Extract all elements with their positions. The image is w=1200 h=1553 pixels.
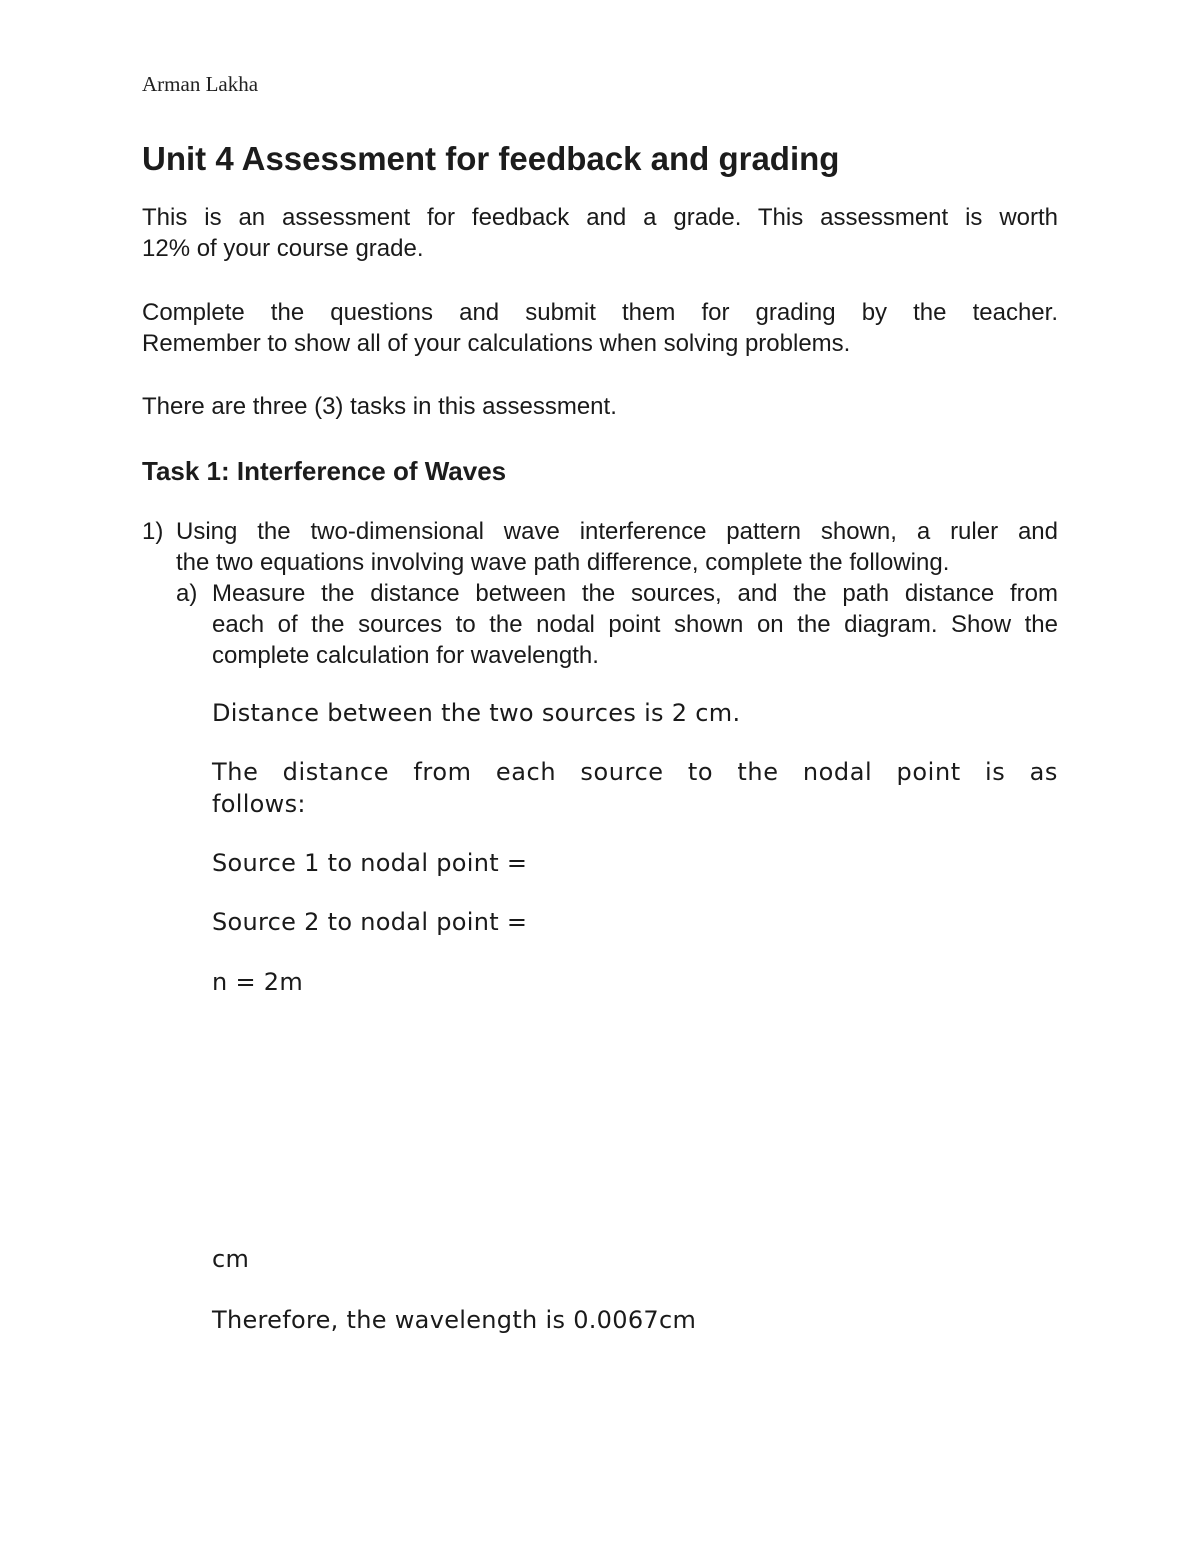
- answer-source-distance: Distance between the two sources is 2 cm.: [212, 699, 741, 727]
- question-line1: Using the two-dimensional wave interference pattern shown, a ruler and: [176, 518, 1058, 545]
- answer-n-value: n = 2m: [212, 968, 304, 996]
- intro-paragraph-tasks: There are three (3) tasks in this assessment.: [142, 393, 617, 420]
- intro-paragraph-instructions: [142, 297, 1058, 359]
- answer-source1: Source 1 to nodal point =: [212, 849, 528, 877]
- subquestion-letter: a): [176, 580, 198, 607]
- answer-nodal-line2: follows:: [212, 790, 306, 818]
- subquestion-line2: each of the sources to the nodal point shown on the diagram. Show the: [212, 611, 1058, 638]
- answer-wavelength: Therefore, the wavelength is 0.0067cm: [212, 1306, 697, 1334]
- intro-p2-line2: Remember to show all of your calculations when solving problems.: [142, 330, 851, 357]
- author-name: Arman Lakha: [142, 72, 259, 96]
- answer-nodal-distance-intro: [212, 756, 1058, 820]
- intro-p1-line1: This is an assessment for feedback and a grade. This assessment is worth: [142, 204, 1058, 231]
- subquestion-line1: Measure the distance between the sources, and the path distance from: [212, 580, 1058, 607]
- intro-p1-line2: 12% of your course grade.: [142, 235, 424, 262]
- intro-paragraph-grade: [142, 202, 1058, 264]
- question-line2: the two equations involving wave path difference, complete the following.: [176, 549, 950, 576]
- answer-unit: cm: [212, 1245, 250, 1273]
- answer-source2: Source 2 to nodal point =: [212, 908, 528, 936]
- question-number: 1): [142, 518, 164, 545]
- question-text: [176, 516, 1058, 578]
- answer-nodal-line1: The distance from each source to the nodal point is as: [212, 758, 1058, 786]
- page-title: Unit 4 Assessment for feedback and grading: [142, 140, 840, 177]
- intro-p2-line1: Complete the questions and submit them for grading by the teacher.: [142, 299, 1058, 326]
- subquestion-text: [212, 578, 1058, 671]
- task1-heading: Task 1: Interference of Waves: [142, 456, 507, 486]
- subquestion-line3: complete calculation for wavelength.: [212, 642, 599, 669]
